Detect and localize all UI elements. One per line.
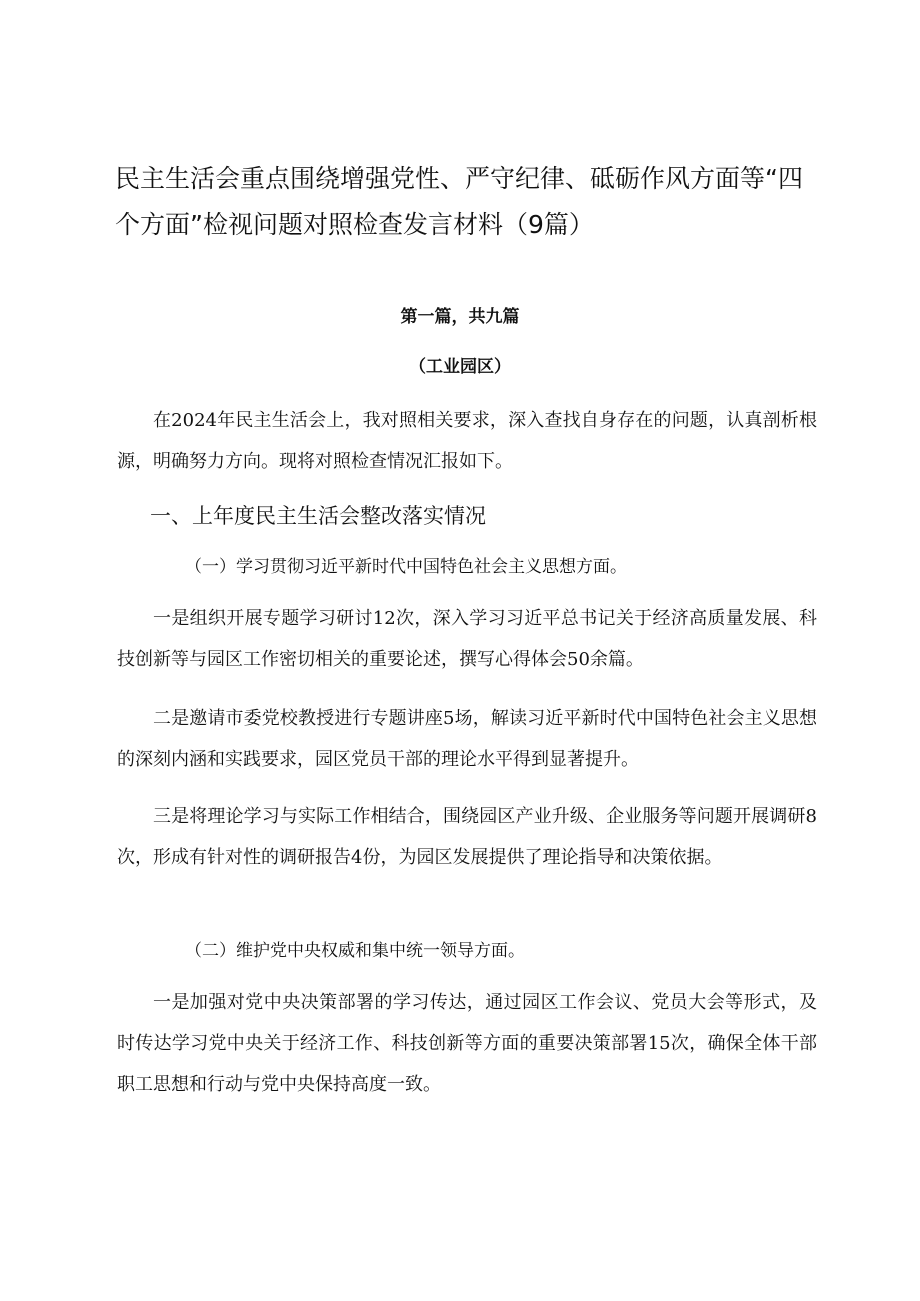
paragraph: 一是组织开展专题学习研讨12次，深入学习习近平总书记关于经济高质量发展、科技创新等与园区工作密切相关的重要论述，撰写心得体会50余篇。 — [117, 608, 817, 670]
paragraph: 二是邀请市委党校教授进行专题讲座5场，解读习近平新时代中国特色社会主义思想的深刻内涵和实践要求，园区党员干部的理论水平得到显著提升。 — [117, 708, 817, 770]
document-title: 民主生活会重点围绕增强党性、严守纪律、砥砺作风方面等“四个方面”检视问题对照检查发言材料（9篇） — [115, 164, 803, 239]
part-label: 第一篇，共九篇 — [400, 307, 520, 327]
area-label: （工业园区） — [409, 357, 511, 377]
subsection-title: （二）维护党中央权威和集中统一领导方面。 — [185, 941, 525, 961]
subsection-title: （一）学习贯彻习近平新时代中国特色社会主义思想方面。 — [185, 557, 627, 577]
paragraph: 一是加强对党中央决策部署的学习传达，通过园区工作会议、党员大会等形式，及时传达学习党中央关于经济工作、科技创新等方面的重要决策部署15次，确保全体干部职工思想和行动与党中央保持高度一致。 — [117, 992, 817, 1095]
section-heading: 一、上年度民主生活会整改落实情况 — [150, 504, 486, 528]
paragraph: 三是将理论学习与实际工作相结合，围绕园区产业升级、企业服务等问题开展调研8次，形成有针对性的调研报告4份，为园区发展提供了理论指导和决策依据。 — [117, 806, 817, 868]
intro-paragraph: 在2024年民主生活会上，我对照相关要求，深入查找自身存在的问题，认真剖析根源，明确努力方向。现将对照检查情况汇报如下。 — [117, 410, 817, 472]
